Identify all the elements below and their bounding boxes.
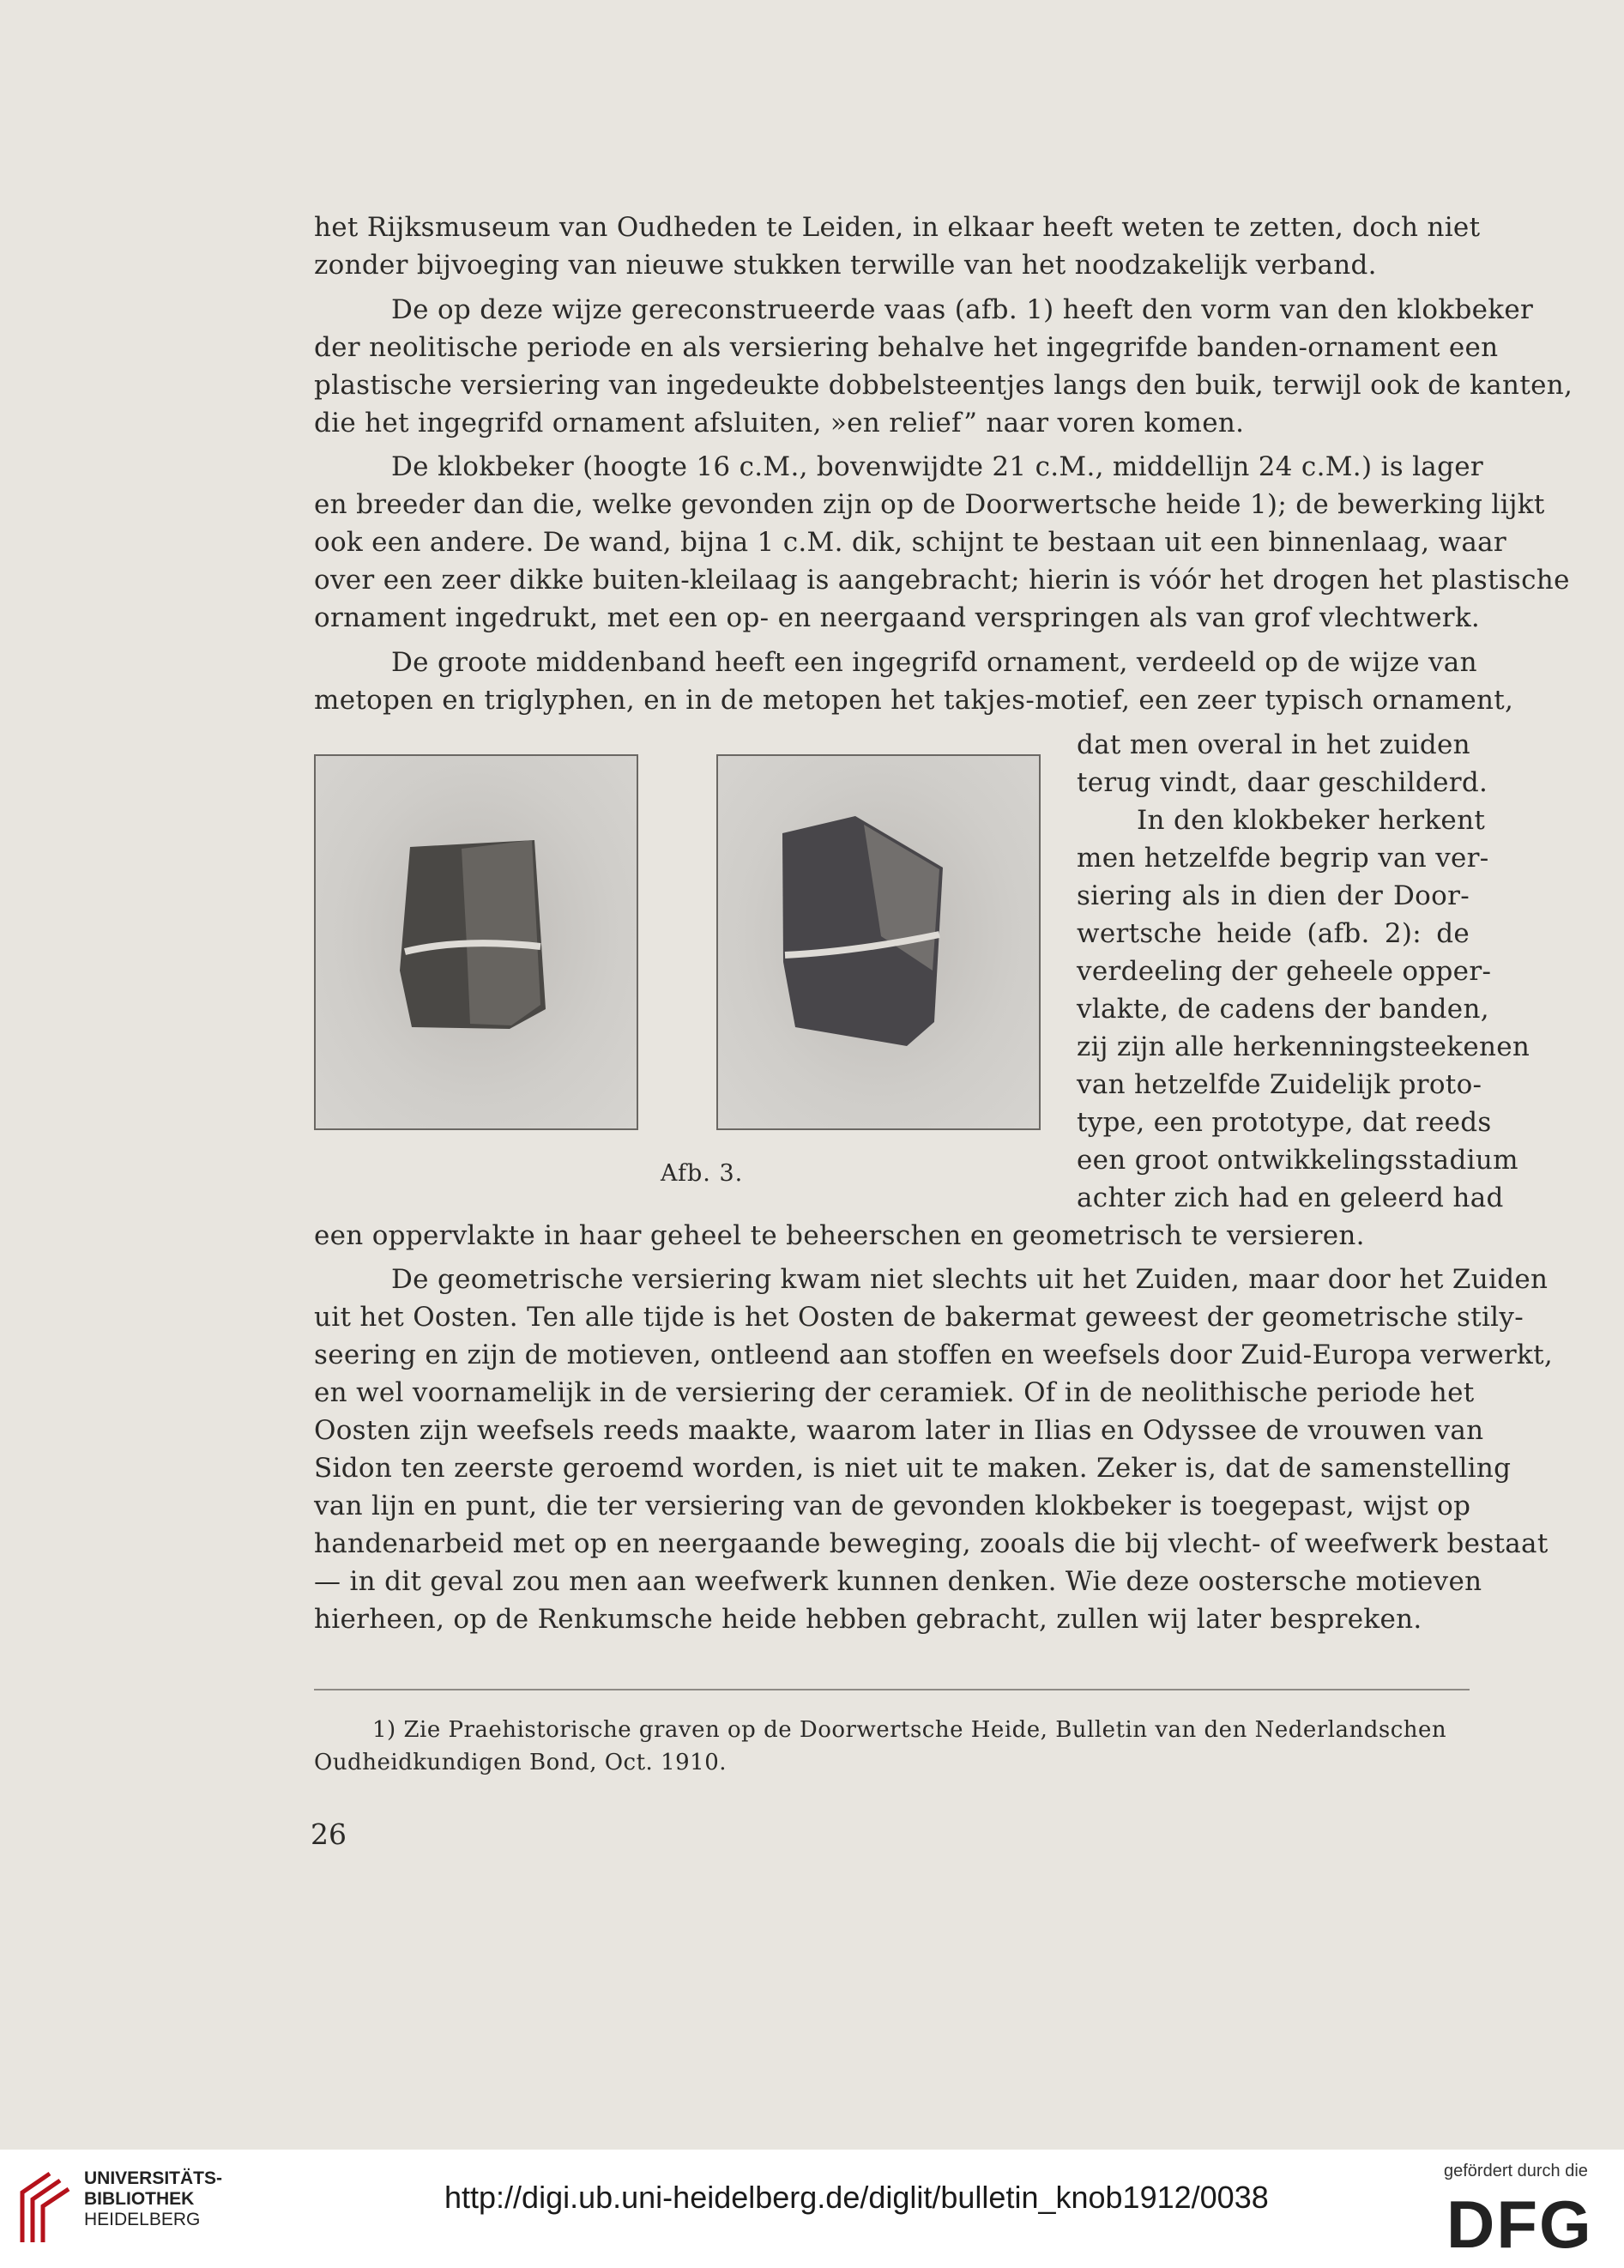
text-line: een groot ontwikkelingsstadium: [1077, 1145, 1518, 1176]
text-line: en breeder dan die, welke gevonden zijn op de Doorwertsche heide 1); de bewerking lijkt: [314, 489, 1545, 520]
text-line: De op deze wijze gereconstrueerde vaas (afb. 1) heeft den vorm van den klokbeker: [391, 294, 1534, 325]
text-line: ornament ingedrukt, met een op- en neergaand verspringen als van grof vlechtwerk.: [314, 602, 1481, 633]
text-line: Sidon ten zeerste geroemd worden, is niet uit te maken. Zeker is, dat de samenstelling: [314, 1453, 1512, 1484]
text-line: plastische versiering van ingedeukte dobbelsteentjes langs den buik, terwijl ook de kanten,: [314, 370, 1573, 401]
library-name: [84, 2168, 222, 2230]
library-name-line: UNIVERSITÄTS-: [84, 2168, 223, 2188]
text-line: zij zijn alle herkenningsteekenen: [1077, 1031, 1530, 1062]
text-line: handenarbeid met op en neergaande beweging, zooals die bij vlecht- of weefwerk bestaat: [314, 1528, 1549, 1559]
university-library-logo-icon: [15, 2167, 75, 2249]
text-line: die het ingegrifd ornament afsluiten, »en relief” naar voren komen.: [314, 408, 1245, 438]
footnote-divider: [314, 1689, 1470, 1690]
text-line: der neolitische periode en als versiering behalve het ingegrifde banden-ornament een: [314, 332, 1499, 363]
text-line: hierheen, op de Renkumsche heide hebben gebracht, zullen wij later bespreken.: [314, 1604, 1422, 1635]
text-line: wertsche heide (afb. 2): de: [1077, 918, 1470, 949]
text-line: van lijn en punt, die ter versiering van de gevonden klokbeker is toegepast, wijst op: [314, 1491, 1471, 1521]
text-line: over een zeer dikke buiten-kleilaag is aangebracht; hierin is vóór het drogen het plastische: [314, 565, 1570, 596]
text-line: dat men overal in het zuiden: [1077, 729, 1470, 760]
text-line: het Rijksmuseum van Oudheden te Leiden, in elkaar heeft weten te zetten, doch niet: [314, 212, 1481, 243]
text-line: men hetzelfde begrip van ver-: [1077, 843, 1489, 874]
footnote-line: 1) Zie Praehistorische graven op de Doorwertsche Heide, Bulletin van den Nederlandschen: [372, 1717, 1447, 1743]
text-line: type, een prototype, dat reeds: [1077, 1107, 1492, 1138]
page-number: 26: [311, 1817, 347, 1851]
dfg-logo-icon: [1446, 2191, 1601, 2253]
text-line: seering en zijn de motieven, ontleend aan stoffen en weefsels door Zuid-Europa verwerkt,: [314, 1340, 1553, 1370]
text-line: verdeeling der geheele opper-: [1077, 956, 1492, 987]
text-line: terug vindt, daar geschilderd.: [1077, 767, 1488, 798]
potsherd-image: [316, 756, 637, 1128]
permalink-url[interactable]: http://digi.ub.uni-heidelberg.de/diglit/bulletin_knob1912/0038: [444, 2180, 1269, 2215]
text-line: ook een andere. De wand, bijna 1 c.M. dik, schijnt te bestaan uit een binnenlaag, waar: [314, 527, 1507, 558]
footnote-line: Oudheidkundigen Bond, Oct. 1910.: [314, 1750, 727, 1775]
funding-label: gefördert durch die: [1444, 2162, 1588, 2180]
figure-caption: Afb. 3.: [661, 1160, 744, 1187]
text-line: In den klokbeker herkent: [1137, 805, 1486, 836]
dfg-logo-text: DFG: [1446, 2191, 1593, 2253]
text-line: metopen en triglyphen, en in de metopen het takjes-motief, een zeer typisch ornament,: [314, 685, 1514, 716]
library-name-line: BIBLIOTHEK: [84, 2189, 195, 2209]
footer-bar: [0, 2150, 1624, 2268]
figure-photo-left: [314, 754, 638, 1130]
text-line: De klokbeker (hoogte 16 c.M., bovenwijdte 21 c.M., middellijn 24 c.M.) is lager: [391, 451, 1483, 482]
text-line: een oppervlakte in haar geheel te beheerschen en geometrisch te versieren.: [314, 1220, 1365, 1251]
potsherd-image: [718, 756, 1039, 1128]
text-line: siering als in dien der Door-: [1077, 880, 1470, 911]
text-line: — in dit geval zou men aan weefwerk kunnen denken. Wie deze oostersche motieven: [314, 1566, 1482, 1597]
figure-photo-right: [716, 754, 1041, 1130]
library-name-line: HEIDELBERG: [84, 2210, 201, 2229]
text-line: De groote middenband heeft een ingegrifd ornament, verdeeld op de wijze van: [391, 647, 1477, 678]
text-line: achter zich had en geleerd had: [1077, 1182, 1504, 1213]
text-line: De geometrische versiering kwam niet slechts uit het Zuiden, maar door het Zuiden: [391, 1264, 1549, 1295]
text-line: zonder bijvoeging van nieuwe stukken terwille van het noodzakelijk verband.: [314, 250, 1377, 281]
text-line: van hetzelfde Zuidelijk proto-: [1077, 1069, 1482, 1100]
text-line: Oosten zijn weefsels reeds maakte, waarom later in Ilias en Odyssee de vrouwen van: [314, 1415, 1484, 1446]
text-line: vlakte, de cadens der banden,: [1077, 994, 1489, 1025]
text-line: en wel voornamelijk in de versiering der ceramiek. Of in de neolithische periode het: [314, 1377, 1475, 1408]
text-line: uit het Oosten. Ten alle tijde is het Oosten de bakermat geweest der geometrische stily-: [314, 1302, 1524, 1333]
